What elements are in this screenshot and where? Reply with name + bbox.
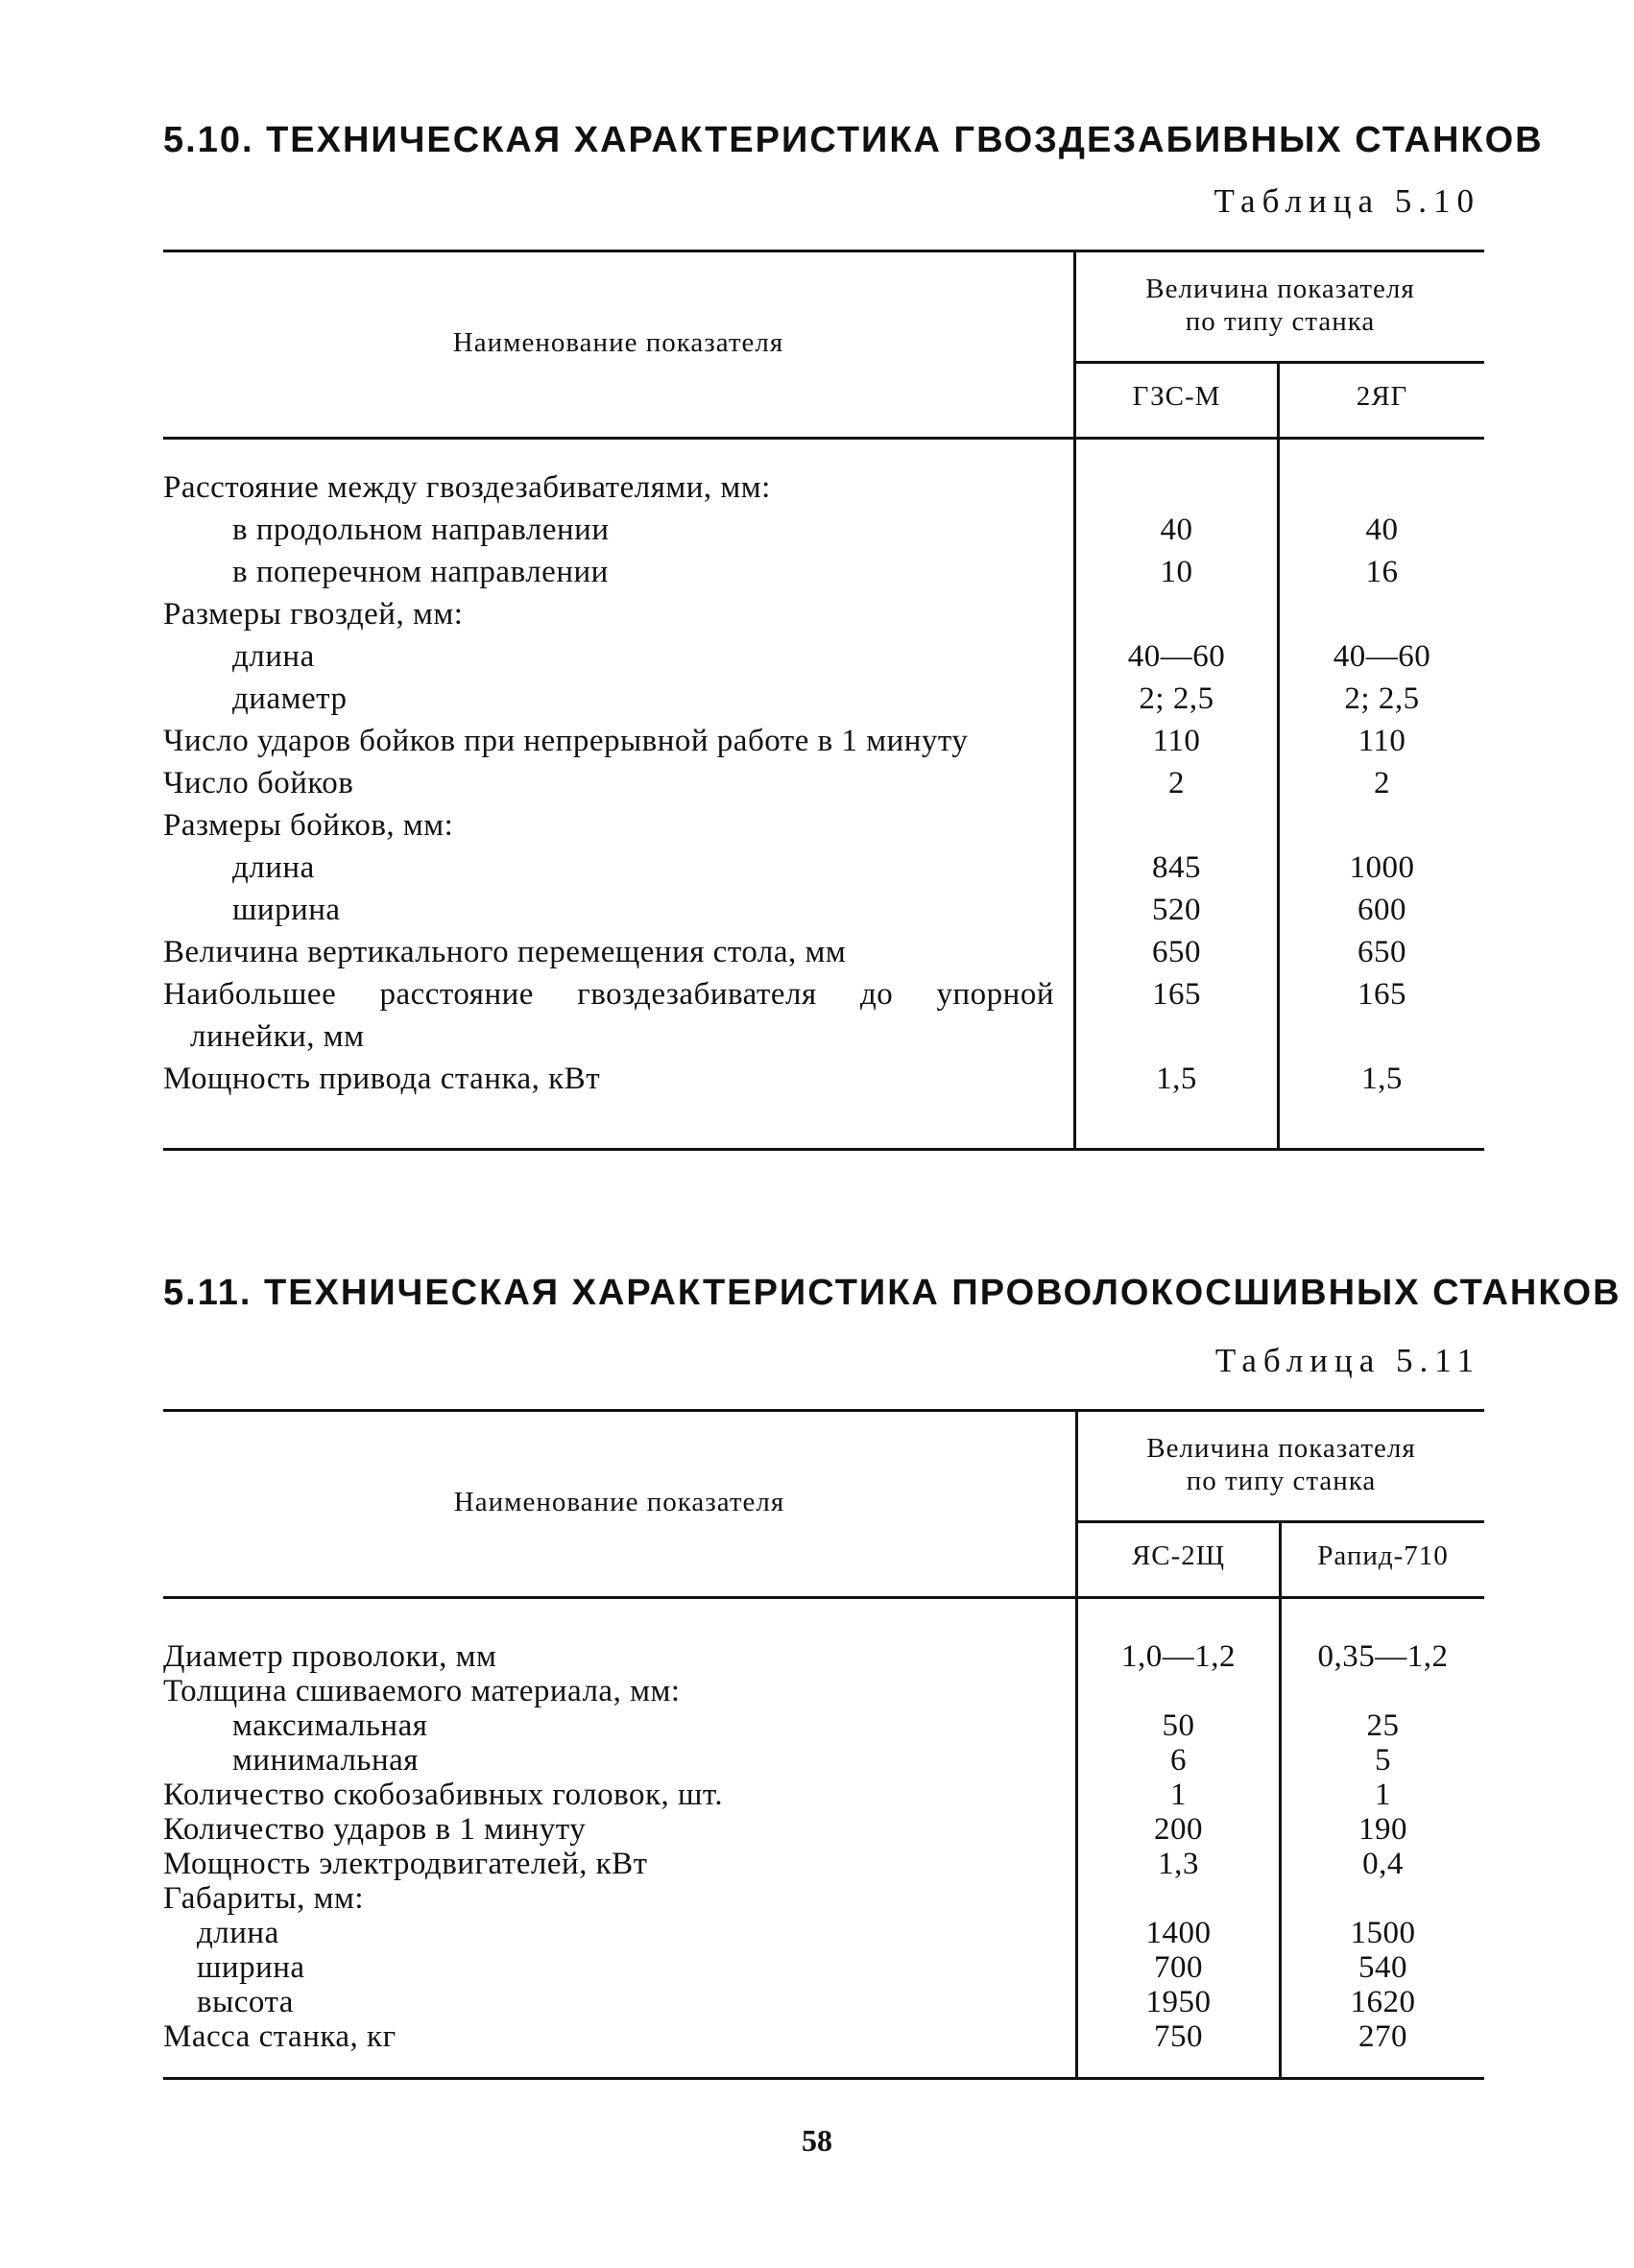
value-gzs-m: 520 [1152, 893, 1201, 927]
group-header-line: Величина показателя [1145, 274, 1415, 304]
row-label: Габариты, мм: [163, 1881, 365, 1916]
value-2yag: 1000 [1349, 850, 1415, 885]
name-column-header: Наименование показателя [453, 1487, 785, 1517]
value-yas-2shch: 1 [1170, 1778, 1187, 1812]
row-label: в продольном направлении [232, 513, 610, 547]
value-rapid-710: 1 [1375, 1778, 1391, 1812]
value-rapid-710: 25 [1366, 1708, 1400, 1743]
group-header-rule [1075, 361, 1484, 364]
row-label: длина [232, 639, 315, 674]
row-label: минимальная [232, 1743, 419, 1778]
value-yas-2shch: 1950 [1145, 1985, 1212, 2019]
table-bottom-rule [163, 2077, 1484, 2080]
value-yas-2shch: 6 [1170, 1743, 1187, 1778]
value-gzs-m: 165 [1152, 977, 1201, 1012]
value-rapid-710: 540 [1358, 1950, 1407, 1985]
table-top-rule [163, 250, 1484, 252]
header-bottom-rule [163, 1596, 1484, 1599]
value-2yag: 600 [1358, 893, 1406, 927]
value-rapid-710: 0,4 [1362, 1847, 1404, 1881]
group-header-line: по типу станка [1185, 306, 1376, 337]
value-2yag: 40 [1365, 513, 1399, 547]
group-header-line: Величина показателя [1146, 1433, 1416, 1464]
value-rapid-710: 190 [1358, 1812, 1407, 1847]
group-header-line: по типу станка [1186, 1466, 1377, 1496]
row-label: Число бойков [163, 766, 354, 800]
value-gzs-m: 10 [1160, 555, 1193, 589]
value-2yag: 165 [1358, 977, 1406, 1012]
row-label: Размеры гвоздей, мм: [163, 597, 464, 632]
value-rapid-710: 270 [1358, 2019, 1407, 2054]
value-rapid-710: 1500 [1350, 1916, 1416, 1950]
row-label: в поперечном направлении [232, 555, 609, 589]
section-heading-5-10: 5.10. ТЕХНИЧЕСКАЯ ХАРАКТЕРИСТИКА ГВОЗДЕЗАБИВНЫХ СТАНКОВ [163, 120, 1544, 160]
value-gzs-m: 1,5 [1156, 1062, 1197, 1096]
group-header [1078, 1432, 1484, 1497]
row-label: Размеры бойков, мм: [163, 808, 454, 843]
value-2yag: 650 [1358, 935, 1406, 969]
value-gzs-m: 40—60 [1127, 639, 1226, 674]
table-5-11 [163, 1409, 1484, 2081]
value-rapid-710: 1620 [1350, 1985, 1416, 2019]
row-label: Толщина сшиваемого материала, мм: [163, 1674, 681, 1708]
row-label: Число ударов бойков при непрерывной работе в 1 минуту [163, 724, 969, 758]
row-label: Расстояние между гвоздезабивателями, мм: [163, 470, 771, 505]
row-label: максимальная [232, 1708, 428, 1743]
value-gzs-m: 2 [1168, 766, 1185, 800]
value-yas-2shch: 1,3 [1158, 1847, 1199, 1881]
group-header [1076, 273, 1484, 338]
row-label: Количество ударов в 1 минуту [163, 1812, 587, 1847]
value-yas-2shch: 700 [1154, 1950, 1203, 1985]
value-2yag: 16 [1365, 555, 1399, 589]
row-label: Масса станка, кг [163, 2019, 396, 2054]
row-label: ширина [232, 893, 341, 927]
value-yas-2shch: 1400 [1145, 1916, 1212, 1950]
table-5-10 [163, 250, 1484, 1152]
table-label-5-11: Таблица 5.11 [1214, 1342, 1480, 1379]
value-yas-2shch: 1,0—1,2 [1121, 1639, 1236, 1674]
value-2yag: 40—60 [1333, 639, 1431, 674]
value-yas-2shch: 200 [1154, 1812, 1203, 1847]
row-label: высота [197, 1985, 294, 2019]
row-label: Мощность привода станка, кВт [163, 1062, 601, 1096]
value-2yag: 2; 2,5 [1344, 681, 1420, 716]
column-header-2yag: 2ЯГ [1356, 381, 1408, 412]
value-gzs-m: 2; 2,5 [1139, 681, 1214, 716]
name-column-header: Наименование показателя [452, 327, 784, 358]
column-header-rapid-710: Рапид-710 [1317, 1540, 1449, 1571]
row-label: длина [197, 1916, 279, 1950]
value-2yag: 1,5 [1361, 1062, 1403, 1096]
column-header-gzs-m: ГЗС-М [1132, 381, 1221, 412]
value-gzs-m: 650 [1152, 935, 1201, 969]
section-heading-5-11: 5.11. ТЕХНИЧЕСКАЯ ХАРАКТЕРИСТИКА ПРОВОЛОКОСШИВНЫХ СТАНКОВ [163, 1273, 1622, 1313]
row-label: Величина вертикального перемещения стола, мм [163, 935, 847, 969]
value-yas-2shch: 50 [1162, 1708, 1195, 1743]
row-label: Мощность электродвигателей, кВт [163, 1847, 648, 1881]
value-gzs-m: 845 [1152, 850, 1201, 885]
row-label: Диаметр проволоки, мм [163, 1639, 497, 1674]
row-label: диаметр [232, 681, 348, 716]
column-header-yas-2shch: ЯС-2Щ [1131, 1540, 1226, 1571]
value-rapid-710: 5 [1375, 1743, 1391, 1778]
value-gzs-m: 110 [1152, 724, 1201, 758]
table-label-5-10: Таблица 5.10 [1213, 182, 1480, 220]
value-yas-2shch: 750 [1154, 2019, 1203, 2054]
value-2yag: 2 [1374, 766, 1390, 800]
page-number: 58 [802, 2123, 832, 2158]
row-label: Наибольшее расстояние гвоздезабивателя до упорной [163, 977, 1054, 1012]
row-label: длина [232, 850, 315, 885]
value-2yag: 110 [1358, 724, 1406, 758]
header-bottom-rule [163, 437, 1484, 440]
row-label: ширина [197, 1950, 305, 1985]
row-label: Количество скобозабивных головок, шт. [163, 1778, 724, 1812]
row-label-continuation: линейки, мм [190, 1019, 365, 1054]
value-gzs-m: 40 [1160, 513, 1193, 547]
value-rapid-710: 0,35—1,2 [1317, 1639, 1449, 1674]
table-top-rule [163, 1409, 1484, 1412]
table-bottom-rule [163, 1148, 1484, 1151]
